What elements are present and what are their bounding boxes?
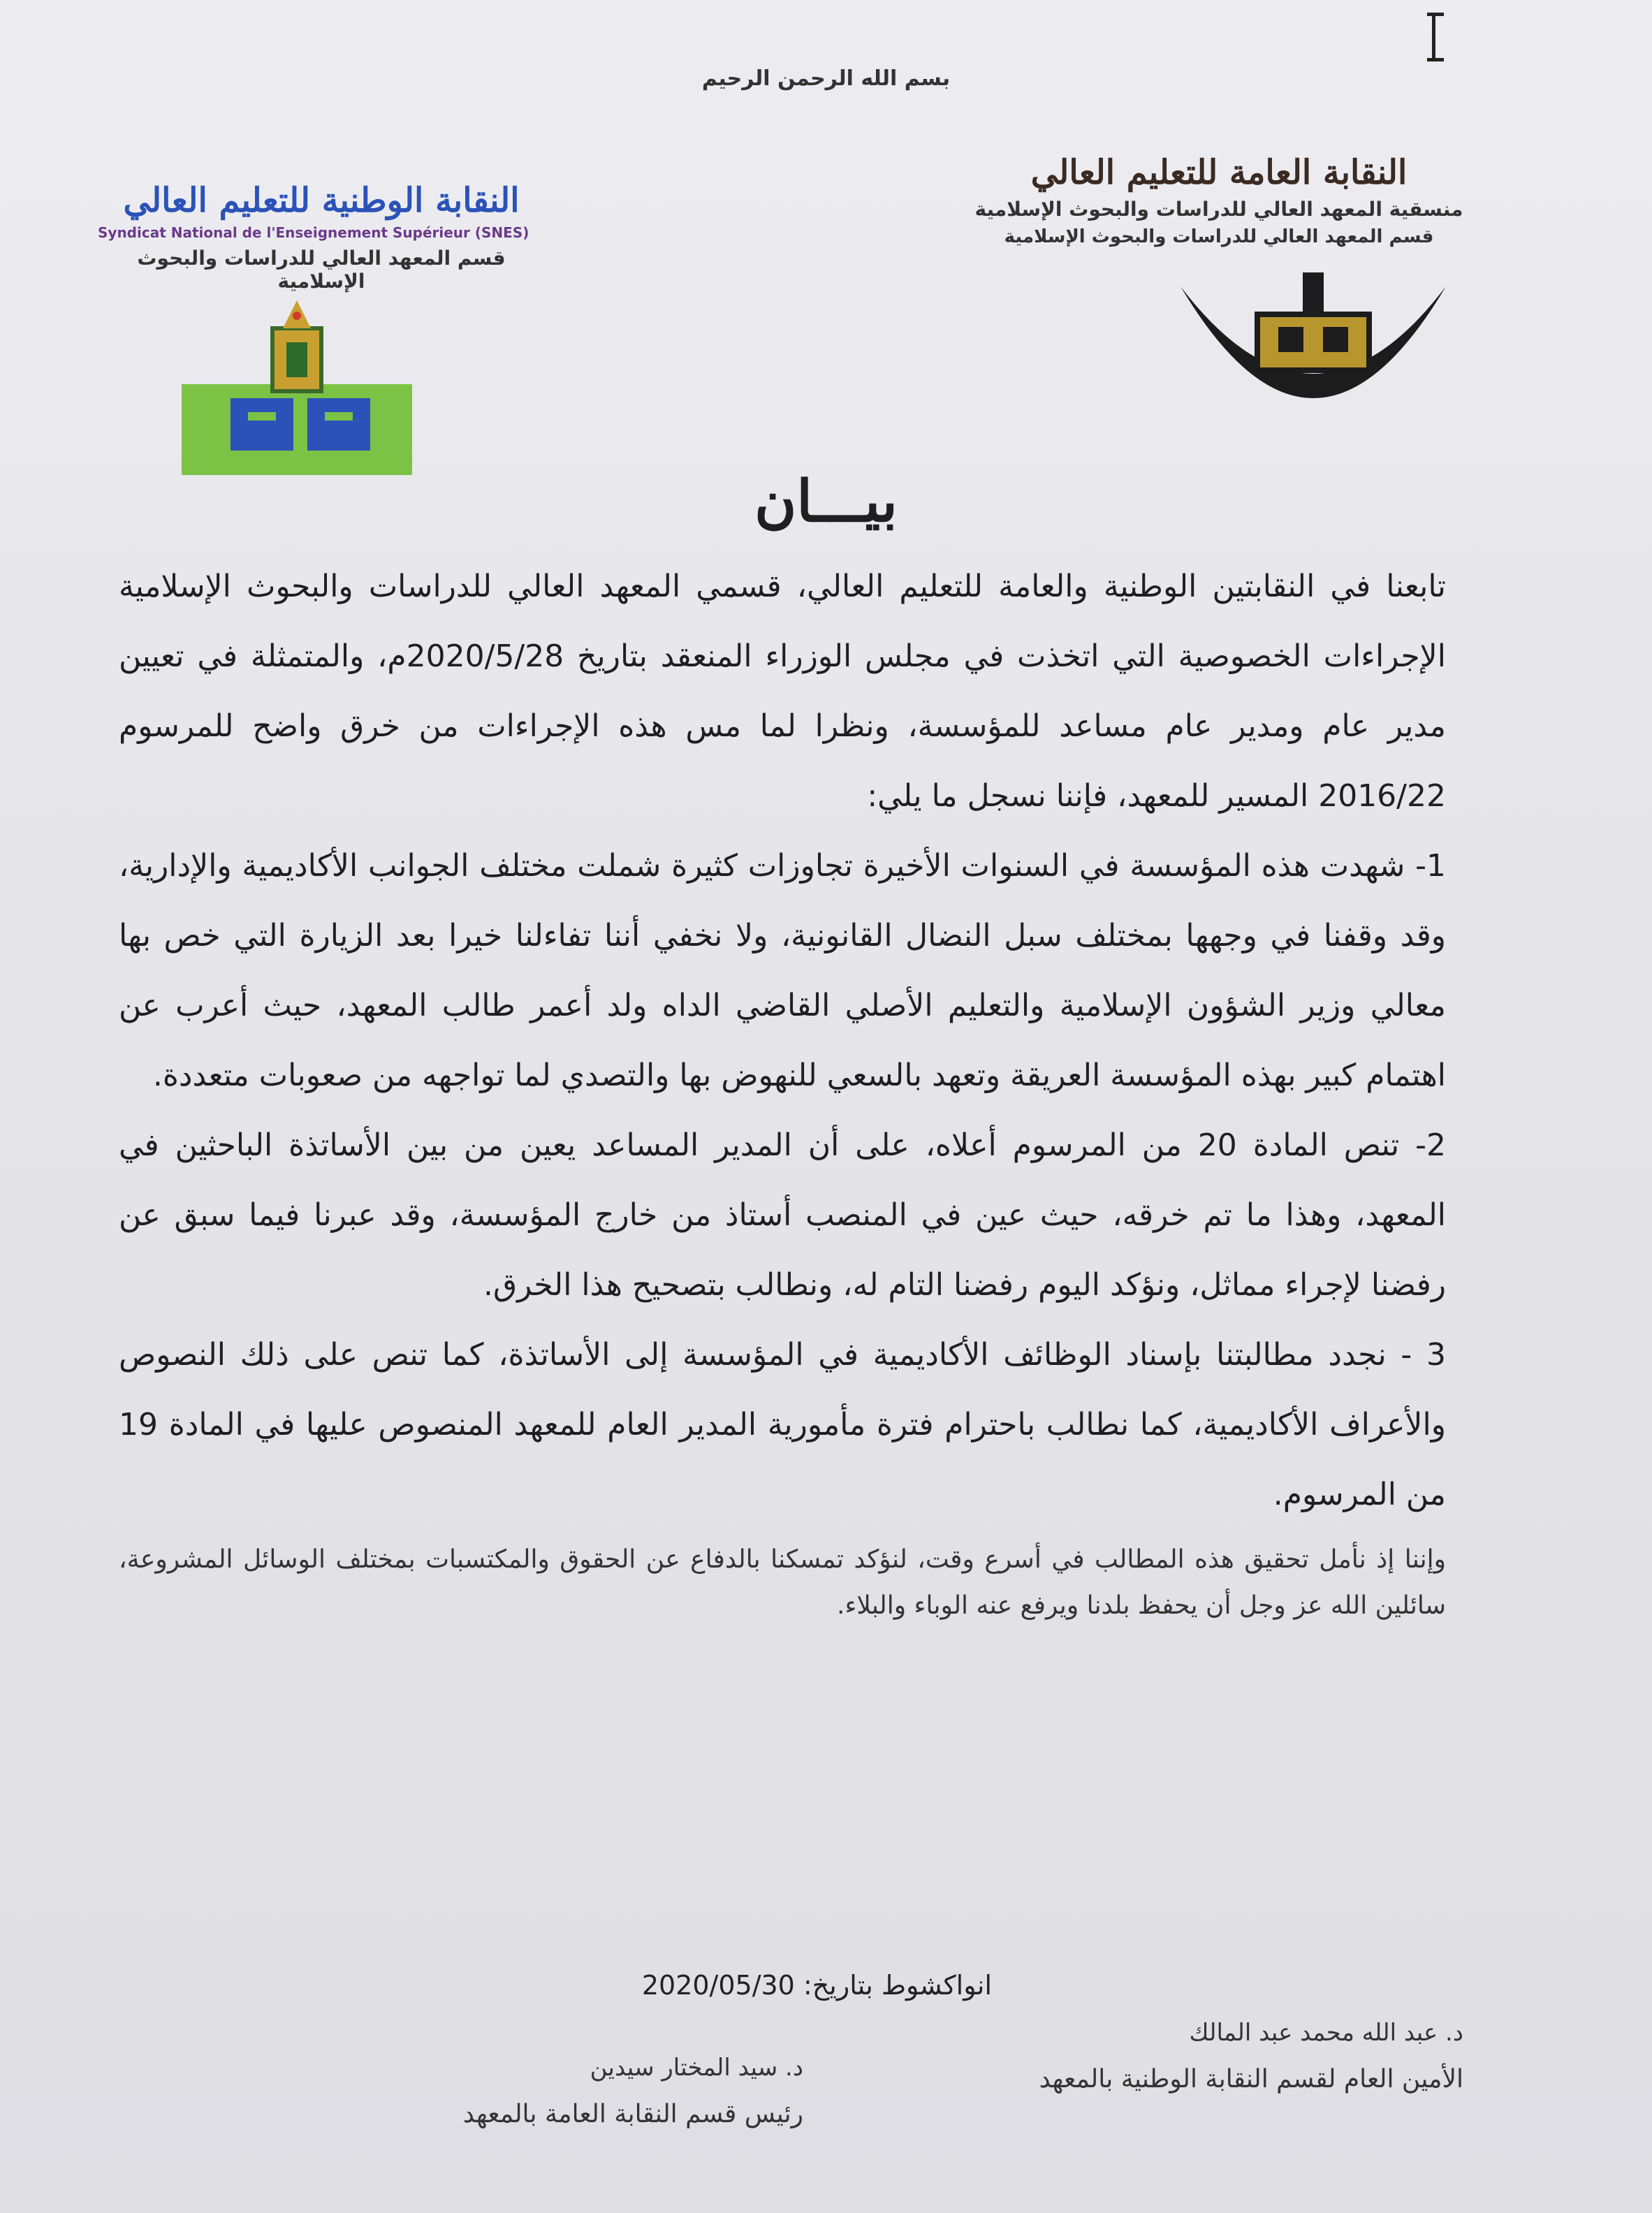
header-left-union xyxy=(98,182,545,293)
paragraph-point-3: 3 - نجدد مطالبتنا بإسناد الوظائف الأكاديمية في المؤسسة إلى الأساتذة، كما تنص على ذلك النصوص والأعراف الأكاديمية، كما نطالب باحترام فترة مأمورية المدير العام للمعهد المنصوص عليها في المادة 19 من المرسوم. xyxy=(119,1337,1446,1512)
union-section-national: قسم المعهد العالي للدراسات والبحوث الإسلامية xyxy=(137,247,506,293)
basmala: بسم الله الرحمن الرحيم xyxy=(701,66,951,91)
signatory-name-left: د. سيد المختار سيدين xyxy=(590,2054,803,2082)
signature-left xyxy=(244,2054,803,2128)
signatory-name-right: د. عبد الله محمد عبد المالك xyxy=(1189,2019,1463,2047)
signature-right xyxy=(835,2019,1463,2094)
signatory-title-left: رئيس قسم النقابة العامة بالمعهد xyxy=(462,2100,803,2128)
crescent-logo-icon xyxy=(1174,272,1453,454)
signatory-title-right: الأمين العام لقسم النقابة الوطنية بالمعهد xyxy=(1039,2065,1463,2094)
paragraph-point-2: 2- تنص المادة 20 من المرسوم أعلاه، على أن المدير المساعد يعين من بين الأساتذة الباحثين في المعهد، وهذا ما تم خرقه، حيث عين في المنصب أستاذ من خارج المؤسسة، وقد عبرنا فيما سبق عن رفضنا لإجراء مماثل، ونؤكد اليوم رفضنا التام له، ونطالب بتصحيح هذا الخرق. xyxy=(119,1127,1446,1303)
union-name-national: النقابة الوطنية للتعليم العالي xyxy=(123,181,520,220)
book-tower-logo-icon xyxy=(182,300,412,475)
text-cursor-icon xyxy=(1432,13,1449,61)
paragraph-intro: تابعنا في النقابتين الوطنية والعامة للتعليم العالي، قسمي المعهد العالي للدراسات والبحوث الإسلامية الإجراءات الخصوصية التي اتخذت في مجلس الوزراء المنعقد بتاريخ 2020/5/28م، والمتمثلة في تعيين مدير عام ومدير عام مساعد للمؤسسة، ونظرا لما مس هذه الإجراءات من خرق واضح للمرسوم 2016/22 المسير للمعهد، فإننا نسجل ما يلي: xyxy=(119,569,1446,814)
union-section-general: قسم المعهد العالي للدراسات والبحوث الإسلامية xyxy=(1004,226,1434,248)
paragraph-closing: وإننا إذ نأمل تحقيق هذه المطالب في أسرع وقت، لنؤكد تمسكنا بالدفاع عن الحقوق والمكتسبات بمختلف الوسائل المشروعة، سائلين الله عز وجل أن يحفظ بلدنا ويرفع عنه الوباء والبلاء. xyxy=(119,1545,1446,1620)
union-name-french: Syndicat National de l'Enseignement Supérieur (SNES) xyxy=(98,224,529,242)
union-subtitle-general: منسقية المعهد العالي للدراسات والبحوث الإسلامية xyxy=(974,198,1463,221)
union-name-general: النقابة العامة للتعليم العالي xyxy=(1030,153,1408,192)
statement-body xyxy=(119,552,1446,1629)
date-line: انواكشوط بتاريخ: 2020/05/30 xyxy=(641,1970,992,2001)
paragraph-point-1: 1- شهدت هذه المؤسسة في السنوات الأخيرة تجاوزات كثيرة شملت مختلف الجوانب الأكاديمية والإدارية، وقد وقفنا في وجهها بمختلف سبل النضال القانونية، ولا نخفي أننا تفاءلنا خيرا بعد الزيارة التي خص بها معالي وزير الشؤون الإسلامية والتعليم الأصلي القاضي الداه ولد أعمر طالب المعهد، حيث أعرب عن اهتمام كبير بهذه المؤسسة العريقة وتعهد بالسعي للنهوض بها والتصدي لما تواجهه من صعوبات متعددة. xyxy=(119,848,1446,1093)
header-right-union xyxy=(946,154,1491,247)
page-title: بيـــان xyxy=(754,468,898,535)
